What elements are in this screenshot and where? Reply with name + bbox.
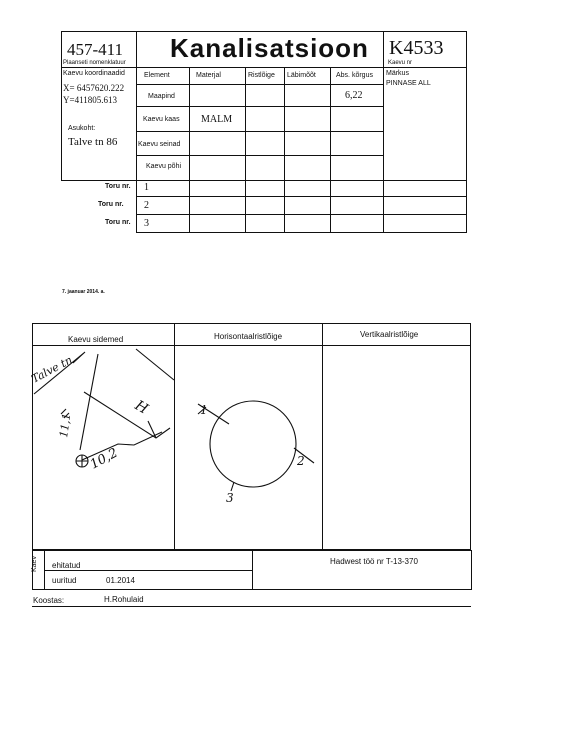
sketch-col-horizontal: Horisontaalristlõige (214, 332, 283, 341)
hw-pipe-3: 3 (226, 491, 234, 505)
header-element: Element (144, 72, 170, 79)
header-cross-section: Ristlõige (248, 72, 275, 79)
pipe-label: Toru nr. (105, 219, 131, 226)
pipe-number: 1 (144, 182, 149, 193)
compiled-by: H.Rohulaid (104, 595, 144, 604)
header-diameter: Läbimõõt (287, 72, 316, 79)
remarks-value: PINNASE ALL (386, 80, 431, 87)
pipe-3-line (231, 482, 234, 491)
hw-pipe-1: 1 (200, 403, 208, 417)
coordinates-label: Kaevu koordinaadid (63, 70, 125, 77)
coordinate-y: Y=411805.613 (63, 95, 117, 105)
location-label: Asukoht: (68, 125, 96, 132)
built-label: ehitatud (52, 561, 81, 570)
row-element: Maapind (148, 93, 175, 100)
plan-number-label: Plaanseti nomenklatuur (63, 60, 126, 66)
header-material: Materjal (196, 72, 221, 79)
surveyed-date: 01.2014 (106, 576, 135, 585)
well-number-label: Kaevu nr (388, 60, 413, 66)
hw-street: Talve tn (29, 353, 75, 386)
pipe-label: Toru nr. (98, 201, 124, 208)
manhole-circle (210, 401, 296, 487)
pipe-label: Toru nr. (105, 183, 131, 190)
document-date: 7. jaanuar 2014. a. (62, 289, 105, 295)
hw-letter-h: H (132, 397, 151, 418)
document-title: Kanalisatsioon (170, 33, 369, 63)
pipe-number: 2 (144, 200, 149, 211)
pipe-number: 3 (144, 218, 149, 229)
sketch-col-connections: Kaevu sidemed (68, 335, 124, 344)
remarks-label: Märkus (386, 70, 409, 77)
row-element: Kaevu kaas (143, 116, 180, 123)
side-label-well: Kaev (31, 556, 38, 572)
compiled-label: Koostas: (33, 596, 65, 605)
hw-distance-bottom: 10,2 (87, 445, 121, 473)
row-material: MALM (201, 114, 233, 125)
row-element: Kaevu põhi (146, 163, 182, 170)
measure-line-right (84, 392, 170, 438)
location-value: Talve tn 86 (68, 136, 118, 148)
hw-pipe-2: 2 (297, 454, 305, 468)
well-left-line (80, 354, 98, 450)
work-reference: Hadwest töö nr T-13-370 (330, 557, 418, 566)
plan-number: 457-411 (67, 40, 124, 59)
building-outline (136, 349, 174, 380)
well-number: K4533 (389, 37, 444, 59)
sketch-col-vertical: Vertikaalristlõige (360, 330, 419, 339)
header-abs-height: Abs. kõrgus (336, 72, 373, 79)
row-abs-height: 6,22 (345, 90, 363, 101)
coordinate-x: X= 6457620.222 (63, 83, 125, 93)
surveyed-label: uuritud (52, 576, 77, 585)
hw-distance-left: 11,1 (57, 412, 74, 439)
row-element: Kaevu seinad (138, 141, 181, 148)
